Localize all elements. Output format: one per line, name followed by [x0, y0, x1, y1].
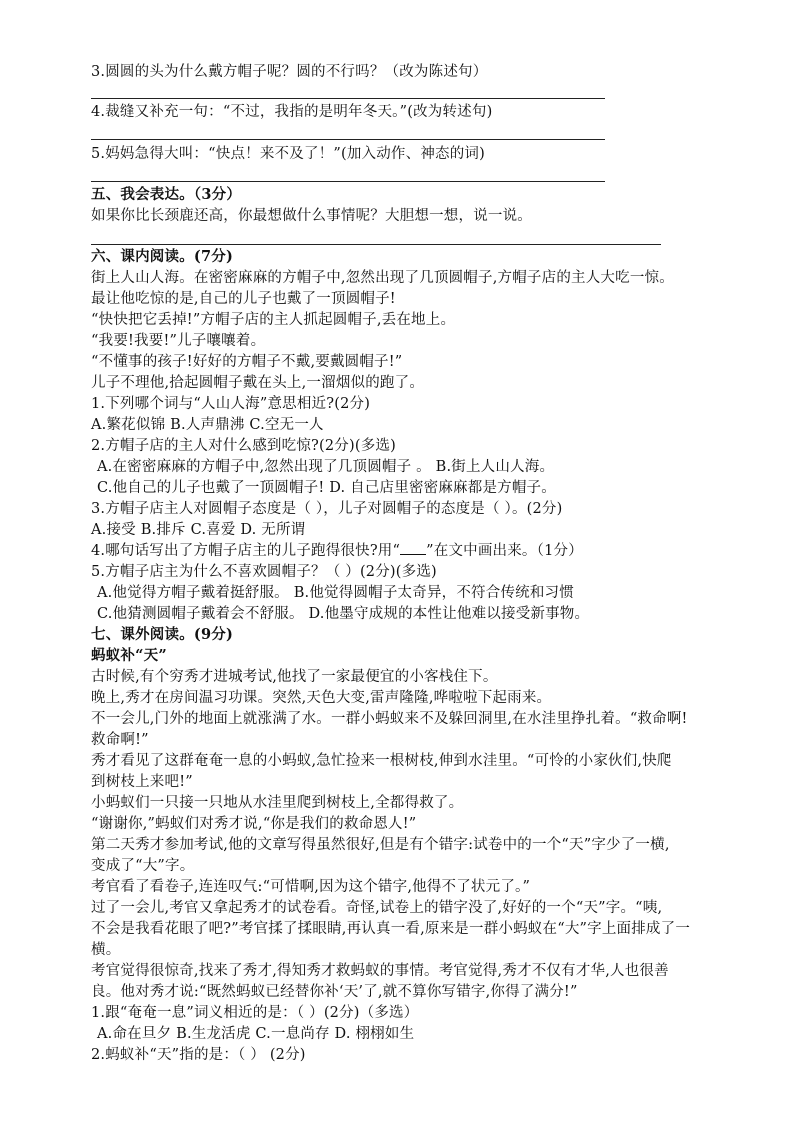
- answer-line: [91, 98, 605, 99]
- question-text-part: 4.哪句话写出了方帽子店主的儿子跑得很快?用“: [91, 543, 401, 559]
- passage-line: 最让他吃惊的是,自己的儿子也戴了一顶圆帽子!: [91, 291, 396, 307]
- question-options: A.接受 B.排斥 C.喜爱 D. 无所谓: [91, 522, 306, 538]
- story-line: 小蚂蚁们一只接一只地从水洼里爬到树枝上,全都得救了。: [91, 795, 464, 811]
- story-line: 考官看了看卷子,连连叹气:“可惜啊,因为这个错字,他得不了状元了。”: [91, 879, 531, 895]
- passage-line: 街上人山人海。在密密麻麻的方帽子中,忽然出现了几顶圆帽子,方帽子店的主人大吃一惊。: [91, 270, 674, 286]
- passage-line: “我要!我要!”儿子嚷嚷着。: [91, 333, 266, 349]
- question-options: A.在密密麻麻的方帽子中,忽然出现了几顶圆帽子 。 B.街上人山人海。: [97, 459, 555, 475]
- story-line: 不一会儿,门外的地面上就涨满了水。一群小蚂蚁来不及躲回洞里,在水洼里挣扎着。“救命啊!: [91, 711, 688, 727]
- section-5-heading: 五、我会表达。（3分）: [91, 186, 242, 203]
- underline-marker: [400, 542, 426, 555]
- story-line: 到树枝上来吧!”: [91, 774, 193, 790]
- answer-line: [91, 139, 605, 140]
- section-7-heading: 七、课外阅读。(9分): [91, 626, 234, 643]
- question-text-part: ”在文中画出来。（1分）: [426, 543, 583, 559]
- story-line: 秀才看见了这群奄奄一息的小蚂蚁,急忙捡来一根树枝,伸到水洼里。“可怜的小家伙们,快爬: [91, 753, 672, 769]
- question-text: [91, 541, 583, 561]
- story-line: 良。他对秀才说:“既然蚂蚁已经替你补‘天’了,就不算你写错字,你得了满分!”: [91, 984, 578, 1000]
- story-line: 考官觉得很惊奇,找来了秀才,得知秀才救蚂蚁的事情。考官觉得,秀才不仅有才华,人也很善: [91, 963, 669, 979]
- question-text: 2.蚂蚁补“天”指的是：（ ） (2分): [91, 1047, 306, 1063]
- answer-line: [91, 244, 661, 245]
- story-line: 过了一会儿,考官又拿起秀才的试卷看。奇怪,试卷上的错字没了,好好的一个“天”字。“咦,: [91, 900, 663, 916]
- passage-line: “不懂事的孩子!好好的方帽子不戴,要戴圆帽子!”: [91, 354, 403, 370]
- story-line: 变成了“大”字。: [91, 858, 195, 874]
- story-line: “谢谢你,”蚂蚁们对秀才说,“你是我们的救命恩人!”: [91, 816, 417, 832]
- section-5-prompt: 如果你比长颈鹿还高，你最想做什么事情呢？大胆想一想，说一说。: [91, 208, 532, 224]
- question-options: C.他自己的儿子也戴了一顶圆帽子! D. 自己店里密密麻麻都是方帽子。: [97, 480, 556, 496]
- answer-line: [91, 181, 605, 182]
- question-text: 2.方帽子店的主人对什么感到吃惊?(2分)(多选): [91, 438, 396, 454]
- story-line: 第二天秀才参加考试,他的文章写得虽然很好,但是有个错字:试卷中的一个“天”字少了一横,: [91, 837, 670, 853]
- story-line: 横。: [91, 942, 121, 958]
- question-5-rewrite: 5.妈妈急得大叫：“快点！来不及了！”(加入动作、神态的词): [91, 146, 485, 162]
- question-options: A.命在旦夕 B.生龙活虎 C.一息尚存 D. 栩栩如生: [97, 1026, 415, 1042]
- question-text: 1.下列哪个词与“人山人海”意思相近?(2分): [91, 396, 371, 412]
- story-line: 救命啊!”: [91, 732, 149, 748]
- story-title: 蚂蚁补“天”: [91, 647, 167, 664]
- story-line: 古时候,有个穷秀才进城考试,他找了一家最便宜的小客栈住下。: [91, 669, 498, 685]
- question-options: C.他猜测圆帽子戴着会不舒服。 D.他墨守成规的本性让他难以接受新事物。: [97, 606, 590, 622]
- question-4-rewrite: 4.裁缝又补充一句：“不过，我指的是明年冬天。”(改为转述句): [91, 104, 493, 120]
- section-6-heading: 六、课内阅读。(7分): [91, 248, 234, 265]
- story-line: 不会是我看花眼了吧?”考官揉了揉眼睛,再认真一看,原来是一群小蚂蚁在“大”字上面排成了一: [91, 921, 691, 937]
- passage-line: “快快把它丢掉!”方帽子店的主人抓起圆帽子,丢在地上。: [91, 312, 456, 328]
- question-text: 3.方帽子店主人对圆帽子态度是（ ），儿子对圆帽子的态度是（ ）。(2分): [91, 501, 563, 517]
- story-line: 晚上,秀才在房间温习功课。突然,天色大变,雷声隆隆,哗啦啦下起雨来。: [91, 690, 552, 706]
- question-text: 1.跟“奄奄一息”词义相近的是：（ ）(2分)（多选）: [91, 1005, 419, 1021]
- passage-line: 儿子不理他,拾起圆帽子戴在头上,一溜烟似的跑了。: [91, 375, 425, 391]
- question-text: 5.方帽子店主为什么不喜欢圆帽子？（ ）(2分)(多选): [91, 564, 437, 580]
- question-options: A.繁花似锦 B.人声鼎沸 C.空无一人: [91, 417, 324, 433]
- question-options: A.他觉得方帽子戴着挺舒服。 B.他觉得圆帽子太奇异，不符合传统和习惯: [97, 585, 574, 601]
- question-3-rewrite: 3.圆圆的头为什么戴方帽子呢？圆的不行吗？（改为陈述句）: [91, 64, 488, 80]
